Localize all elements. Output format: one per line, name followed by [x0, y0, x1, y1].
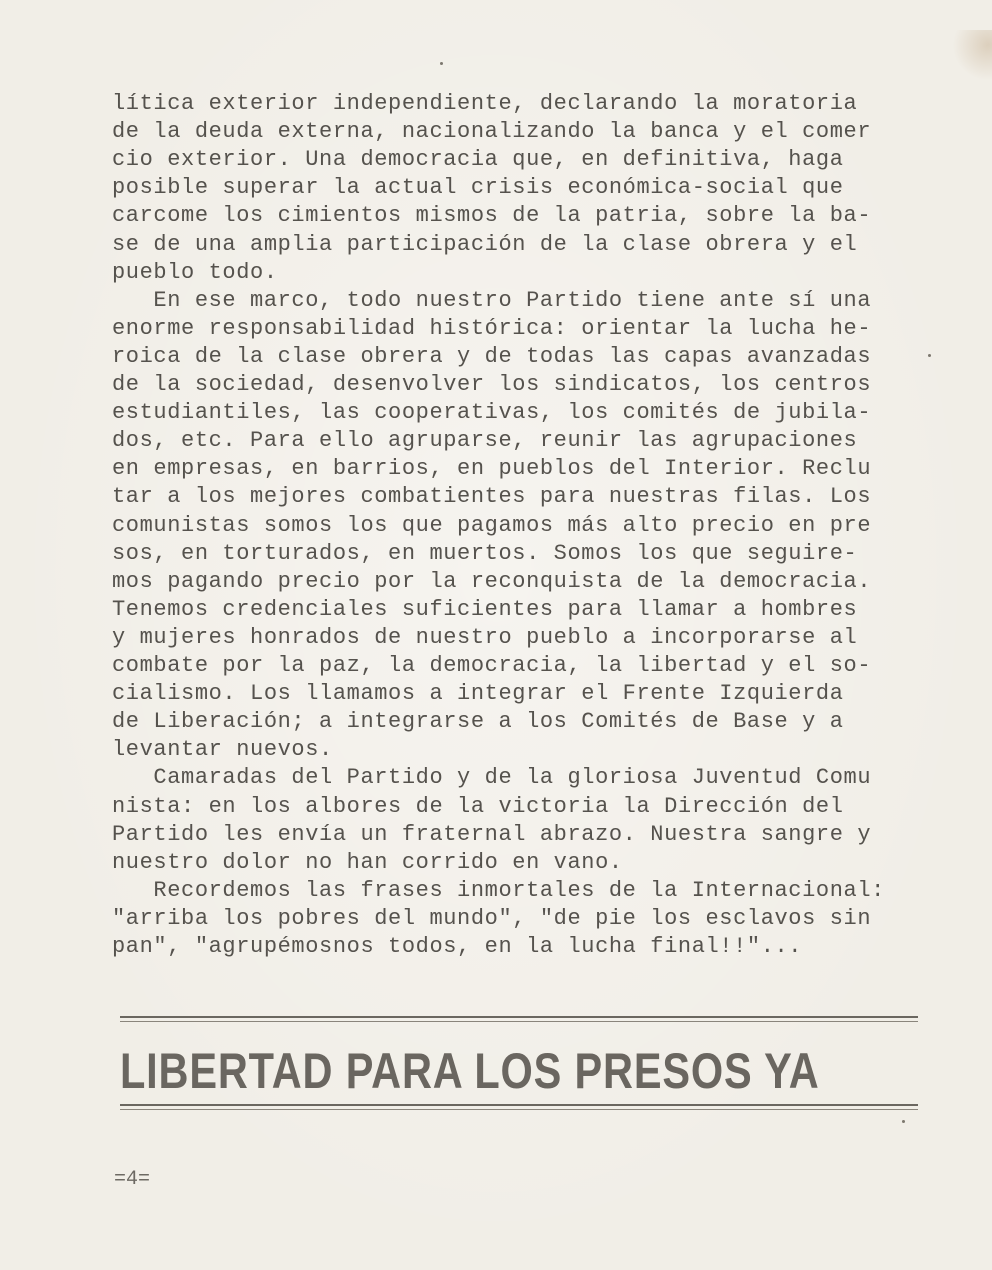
body-line: carcome los cimientos mismos de la patria, sobre la ba-	[112, 203, 872, 229]
body-line: nista: en los albores de la victoria la Dirección del	[112, 793, 844, 819]
paper-stain	[952, 30, 992, 80]
body-line: pueblo todo.	[112, 259, 278, 285]
body-line: posible superar la actual crisis económica-social que	[112, 175, 844, 201]
body-line: Partido les envía un fraternal abrazo. Nuestra sangre y	[112, 821, 872, 847]
body-line: Camaradas del Partido y de la gloriosa Juventud Comu	[112, 765, 872, 791]
body-line: Recordemos las frases inmortales de la Internacional:	[112, 877, 885, 903]
body-line: y mujeres honrados de nuestro pueblo a incorporarse al	[112, 624, 858, 650]
body-line: pan", "agrupémosnos todos, en la lucha final!!"...	[112, 934, 803, 959]
body-line: de la sociedad, desenvolver los sindicatos, los centros	[112, 372, 872, 397]
bottom-divider-rule	[120, 1104, 918, 1110]
ink-speck	[928, 354, 931, 357]
body-line: de la deuda externa, nacionalizando la banca y el comer	[112, 119, 872, 145]
body-line: tar a los mejores combatientes para nuestras filas. Los	[112, 484, 872, 510]
body-line: se de una amplia participación de la clase obrera y el	[112, 231, 858, 257]
headline: LIBERTAD PARA LOS PRESOS YA	[120, 1043, 820, 1099]
body-line: roica de la clase obrera y de todas las capas avanzadas	[112, 343, 872, 369]
body-line: Tenemos credenciales suficientes para llamar a hombres	[112, 596, 858, 622]
body-line: estudiantiles, las cooperativas, los comités de jubila-	[112, 400, 872, 426]
body-line: lítica exterior independiente, declarando la moratoria	[112, 91, 858, 116]
page-number: =4=	[114, 1168, 151, 1191]
body-line: levantar nuevos.	[112, 737, 333, 763]
body-line: comunistas somos los que pagamos más alto precio en pre	[112, 512, 872, 538]
body-line: cio exterior. Una democracia que, en definitiva, haga	[112, 147, 844, 173]
body-line: combate por la paz, la democracia, la libertad y el so-	[112, 653, 872, 678]
body-line: mos pagando precio por la reconquista de la democracia.	[112, 568, 872, 594]
ink-speck	[440, 62, 443, 65]
body-line: en empresas, en barrios, en pueblos del Interior. Reclu	[112, 456, 872, 482]
body-line: "arriba los pobres del mundo", "de pie los esclavos sin	[112, 905, 872, 931]
ink-speck	[902, 1120, 905, 1123]
top-divider-rule	[120, 1016, 918, 1022]
body-line: dos, etc. Para ello agruparse, reunir las agrupaciones	[112, 428, 858, 454]
body-line: En ese marco, todo nuestro Partido tiene ante sí una	[112, 287, 872, 313]
body-line: enorme responsabilidad histórica: orientar la lucha he-	[112, 315, 872, 341]
body-line: cialismo. Los llamamos a integrar el Frente Izquierda	[112, 681, 844, 707]
body-line: de Liberación; a integrarse a los Comités de Base y a	[112, 709, 844, 735]
body-line: nuestro dolor no han corrido en vano.	[112, 849, 623, 875]
body-line: sos, en torturados, en muertos. Somos los que seguire-	[112, 540, 858, 566]
